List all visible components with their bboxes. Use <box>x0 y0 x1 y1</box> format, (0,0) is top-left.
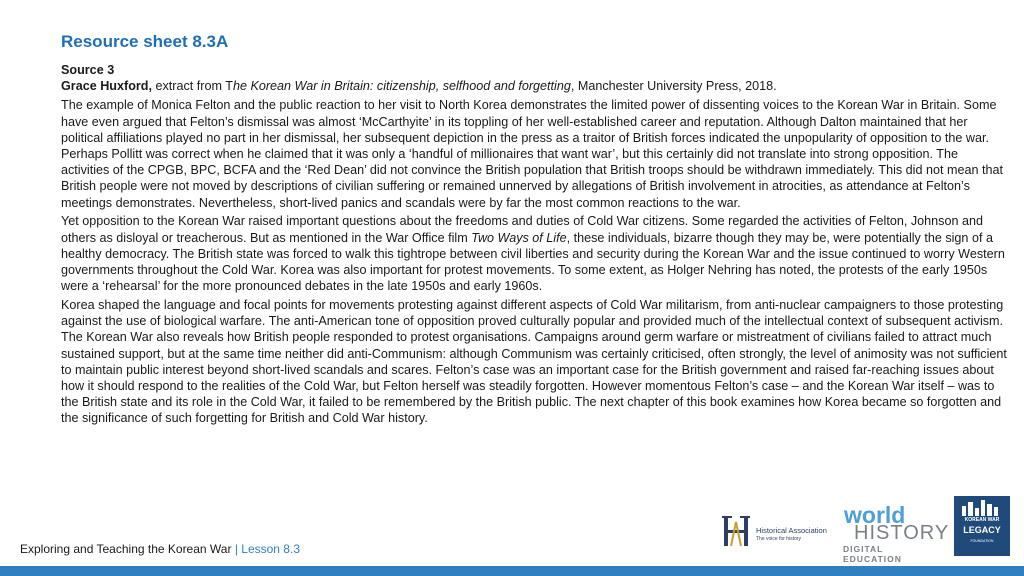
ha-mark-icon <box>722 514 752 550</box>
page-title: Resource sheet 8.3A <box>61 32 229 51</box>
citation-suffix: , Manchester University Press, 2018. <box>570 79 777 94</box>
paragraph-3: Korea shaped the language and focal points for movements protesting against different aspects of Cold War militarism, from anti-nuclear campaigners to those protesting against the use of biological warfare. The anti-American tone of opposition proved culturally popular and provided much of the intellectual context of subsequent activism. The Korean War also reveals how British people responded to protest organisations. Campaigns around germ warfare or mistreatment of civilians failed to attract much sustained support, but at the same time neither did anti-Communism: although Communism was certainly criticised, often strongly, the level of animosity was not sufficient to maintain public interest beyond short-lived scandals and scares. Felton’s case was an important case for the British government and raised far-reaching issues about how it should respond to the realities of the Cold War, but Felton herself was steadily forgotten. However momentous Felton’s case – and the Korean War itself – was to the British state and its role in the Cold War, it failed to be remembered by the British public. The next chapter of this book examines how Korea became so forgotten and the significance of such forgetting for British and Cold War history. <box>61 298 1007 426</box>
paragraph-2 <box>61 213 1007 294</box>
kwl-tagline: FOUNDATION <box>970 539 994 543</box>
ha-name: Historical Association <box>756 526 827 535</box>
source-label: Source 3 <box>61 63 115 77</box>
kwl-line2: LEGACY <box>963 525 1001 535</box>
wh-word-world: world <box>844 502 906 528</box>
footer <box>20 542 300 556</box>
korean-war-legacy-logo <box>954 496 1010 556</box>
paragraph-2-start: Yet opposition to the Korean War raised important questions about the freedoms and duties of Cold War citizens. Some regarded the activities of Felton, Johnson and others as disloyal or treacherous. But as mentioned in the War Office film <box>61 214 983 245</box>
bottom-accent-bar <box>0 566 1024 576</box>
historical-association-logo <box>718 512 830 554</box>
paragraph-2-end: , these individuals, bizarre though they may be, were potentially the sign of a healthy democracy. The British state was forced to walk this tightrope between civil liberties and security during the Korean War and the issue continued to worry Western governments throughout the Cold War. Korea was also important for protest movements. To some extent, as Holger Nehring has noted, the protests of the early 1950s were a ‘rehearsal’ for the more pronounced debates in the late 1950s and early 1960s. <box>61 230 1005 294</box>
film-title: Two Ways of Life <box>471 230 567 245</box>
footer-title: Exploring and Teaching the Korean War <box>20 542 232 556</box>
wh-word-history: HISTORY <box>854 522 950 544</box>
kwl-line1: KOREAN WAR <box>964 517 1000 523</box>
book-title: he Korean War in Britain: citizenship, selfhood and forgetting <box>232 79 571 94</box>
wh-subtitle: DIGITAL EDUCATION <box>843 544 902 564</box>
paragraph-1: The example of Monica Felton and the public reaction to her visit to North Korea demonstrates the limited power of dissenting voices to the Korean War in Britain. Some have even argued that Felton’s dismissal was almost ‘McCarthyite’ in its toppling of her well-established career and reputation. Although Dalton maintained that her political affiliations played no part in her dismissal, her subsequent depiction in the press as a traitor of British forces indicated the unpopularity of opposition to the war. Perhaps Pollitt was correct when he claimed that it was only a ‘handful of millionaires that want war’, but this certainly did not translate into strong opposition. The activities of the CPGB, BPC, BCFA and the ‘Red Dean’ did not convince the British population that British troops should be withdrawn immediately. This did not mean that British people were not moved by descriptions of civilian suffering or remained unnerved by allegations of British involvement in atrocities, as attendance at Felton’s meetings demonstrates. Nevertheless, short-lived panics and scandals were by far the most common reactions to the war. <box>61 98 1003 210</box>
footer-separator: | <box>234 542 238 556</box>
source-content <box>61 62 1007 429</box>
author-name: Grace Huxford, <box>61 79 152 94</box>
world-history-logo <box>840 502 950 564</box>
citation-prefix: extract from T <box>155 79 233 94</box>
source-citation <box>61 78 1007 94</box>
skyline-icon <box>954 498 1010 518</box>
ha-tagline: The voice for history <box>756 536 802 542</box>
footer-lesson: Lesson 8.3 <box>241 542 300 556</box>
